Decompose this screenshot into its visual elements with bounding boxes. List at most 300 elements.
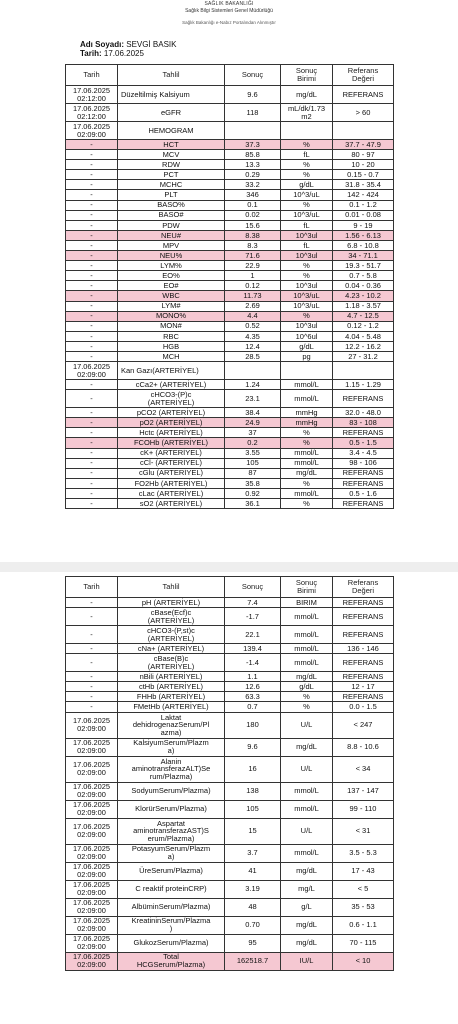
cell-ref: 142 - 424 <box>333 190 394 200</box>
cell-ref: REFERANS <box>333 428 394 438</box>
cell-unit: U/L <box>281 756 333 782</box>
cell-ref: 0.1 - 1.2 <box>333 200 394 210</box>
cell-result: 33.2 <box>225 180 281 190</box>
cell-unit: mmol/L <box>281 390 333 408</box>
cell-test: NEU% <box>118 251 225 261</box>
cell-unit: mmol/L <box>281 844 333 862</box>
cell-date: - <box>66 261 118 271</box>
cell-date: 17.06.2025 02:09:00 <box>66 362 118 380</box>
table-row <box>66 150 394 160</box>
cell-unit: BIRIM <box>281 598 333 608</box>
cell-ref: 0.15 - 0.7 <box>333 170 394 180</box>
cell-test: cHCO3-(P)c (ARTERİYEL) <box>118 390 225 408</box>
cell-result: 87 <box>225 468 281 478</box>
cell-ref: 32.0 - 48.0 <box>333 408 394 418</box>
cell-unit: 10^3ul <box>281 321 333 331</box>
cell-result: 0.92 <box>225 488 281 498</box>
cell-unit: g/L <box>281 898 333 916</box>
table-row <box>66 626 394 644</box>
cell-test: HCT <box>118 140 225 150</box>
table-row <box>66 448 394 458</box>
cell-result: 95 <box>225 934 281 952</box>
cell-unit: % <box>281 160 333 170</box>
cell-result: -1.4 <box>225 654 281 672</box>
cell-ref: 8.8 - 10.6 <box>333 738 394 756</box>
cell-ref: REFERANS <box>333 626 394 644</box>
cell-test: Kan Gazı(ARTERİYEL) <box>118 362 225 380</box>
cell-date: - <box>66 321 118 331</box>
cell-unit: mmol/L <box>281 644 333 654</box>
table-row <box>66 408 394 418</box>
cell-unit: % <box>281 311 333 321</box>
portal-note: Sağlık Bakanlığı e-Nabız Portalından Alınmıştır <box>182 20 276 25</box>
col-test-header: Tahlil <box>118 577 225 598</box>
cell-ref: < 31 <box>333 818 394 844</box>
cell-unit: IU/L <box>281 952 333 970</box>
cell-unit: mg/dL <box>281 934 333 952</box>
cell-test: PotasyumSerum/Plazm a) <box>118 844 225 862</box>
cell-result: 85.8 <box>225 150 281 160</box>
col-result-header: Sonuç <box>225 577 281 598</box>
table-row <box>66 702 394 712</box>
cell-unit: mmol/L <box>281 458 333 468</box>
cell-test: ÜreSerum/Plazma) <box>118 862 225 880</box>
cell-unit: % <box>281 140 333 150</box>
cell-result <box>225 122 281 140</box>
table-row <box>66 692 394 702</box>
cell-result: 9.6 <box>225 738 281 756</box>
cell-unit: mmol/L <box>281 380 333 390</box>
cell-unit: g/dL <box>281 341 333 351</box>
table-row <box>66 271 394 281</box>
cell-unit: mmol/L <box>281 654 333 672</box>
cell-test: SodyumSerum/Plazma) <box>118 782 225 800</box>
cell-unit: % <box>281 170 333 180</box>
cell-test: cHCO3-(P,st)c (ARTERİYEL) <box>118 626 225 644</box>
cell-result: 63.3 <box>225 692 281 702</box>
table-row <box>66 598 394 608</box>
cell-unit: mmol/L <box>281 800 333 818</box>
cell-unit: % <box>281 702 333 712</box>
table-row <box>66 180 394 190</box>
cell-test: PDW <box>118 220 225 230</box>
cell-result: 0.1 <box>225 200 281 210</box>
cell-unit: 10^3ul <box>281 281 333 291</box>
cell-ref: 17 - 43 <box>333 862 394 880</box>
cell-unit: pg <box>281 351 333 361</box>
table-row <box>66 281 394 291</box>
cell-date: - <box>66 160 118 170</box>
cell-test: pCO2 (ARTERİYEL) <box>118 408 225 418</box>
col-ref-header: Referans Değeri <box>333 65 394 86</box>
cell-unit: 10^6ul <box>281 331 333 341</box>
cell-unit: mmol/L <box>281 608 333 626</box>
cell-unit <box>281 362 333 380</box>
cell-unit: % <box>281 692 333 702</box>
cell-test: AlbüminSerum/Plazma) <box>118 898 225 916</box>
cell-date: - <box>66 271 118 281</box>
results-body-page-1 <box>66 86 394 509</box>
cell-unit: 10^3/uL <box>281 301 333 311</box>
cell-unit: % <box>281 428 333 438</box>
cell-result: 71.6 <box>225 251 281 261</box>
cell-test: Laktat dehidrogenazSerum/Pl azma) <box>118 712 225 738</box>
cell-date: - <box>66 428 118 438</box>
cell-test: WBC <box>118 291 225 301</box>
table-row <box>66 160 394 170</box>
cell-result: 8.3 <box>225 240 281 250</box>
cell-test: C reaktif proteinCRP) <box>118 880 225 898</box>
table-row <box>66 331 394 341</box>
cell-date: - <box>66 390 118 408</box>
cell-result <box>225 362 281 380</box>
col-unit-header: Sonuç Birimi <box>281 65 333 86</box>
cell-unit: g/dL <box>281 682 333 692</box>
cell-date: - <box>66 200 118 210</box>
cell-date: - <box>66 291 118 301</box>
cell-date: 17.06.2025 02:09:00 <box>66 880 118 898</box>
table-row <box>66 210 394 220</box>
cell-ref: 37.7 - 47.9 <box>333 140 394 150</box>
cell-test: LYM# <box>118 301 225 311</box>
cell-ref: 3.5 - 5.3 <box>333 844 394 862</box>
cell-result: 180 <box>225 712 281 738</box>
cell-ref: 12.2 - 16.2 <box>333 341 394 351</box>
table-row <box>66 499 394 509</box>
table-row <box>66 418 394 428</box>
cell-unit: mg/dL <box>281 468 333 478</box>
results-body-page-2 <box>66 598 394 971</box>
cell-test: HEMOGRAM <box>118 122 225 140</box>
cell-date: - <box>66 626 118 644</box>
cell-ref: 136 - 146 <box>333 644 394 654</box>
cell-test: Aspartat aminotransferazAST)S erum/Plazma) <box>118 818 225 844</box>
cell-unit: fL <box>281 240 333 250</box>
cell-result: 48 <box>225 898 281 916</box>
cell-ref: 27 - 31.2 <box>333 351 394 361</box>
cell-test: RBC <box>118 331 225 341</box>
cell-test: EO% <box>118 271 225 281</box>
cell-result: 0.70 <box>225 916 281 934</box>
cell-result: 346 <box>225 190 281 200</box>
cell-ref: < 247 <box>333 712 394 738</box>
table-row <box>66 712 394 738</box>
cell-ref: 12 - 17 <box>333 682 394 692</box>
cell-unit: g/dL <box>281 180 333 190</box>
cell-result: 0.12 <box>225 281 281 291</box>
cell-ref: 0.0 - 1.5 <box>333 702 394 712</box>
cell-result: 15 <box>225 818 281 844</box>
cell-result: 12.6 <box>225 682 281 692</box>
name-label: Adı Soyadı: <box>80 40 125 49</box>
cell-date: 17.06.2025 02:09:00 <box>66 800 118 818</box>
cell-date: - <box>66 311 118 321</box>
cell-ref: < 34 <box>333 756 394 782</box>
cell-test: ctHb (ARTERİYEL) <box>118 682 225 692</box>
cell-result: 162518.7 <box>225 952 281 970</box>
patient-name: SEVGİ BASIK <box>126 40 177 49</box>
table-row <box>66 756 394 782</box>
cell-test: Alanin aminotransferazALT)Se rum/Plazma) <box>118 756 225 782</box>
cell-date: 17.06.2025 02:09:00 <box>66 862 118 880</box>
table-row <box>66 428 394 438</box>
cell-date: - <box>66 180 118 190</box>
cell-unit: fL <box>281 220 333 230</box>
cell-result: 0.29 <box>225 170 281 180</box>
cell-test: cBase(B)c (ARTERİYEL) <box>118 654 225 672</box>
cell-date: - <box>66 608 118 626</box>
cell-ref: 1.56 - 6.13 <box>333 230 394 240</box>
cell-result: 28.5 <box>225 351 281 361</box>
cell-date: - <box>66 251 118 261</box>
cell-result: 118 <box>225 104 281 122</box>
table-row <box>66 782 394 800</box>
cell-date: 17.06.2025 02:12:00 <box>66 86 118 104</box>
table-row <box>66 880 394 898</box>
cell-date: 17.06.2025 02:09:00 <box>66 712 118 738</box>
cell-test: HGB <box>118 341 225 351</box>
cell-test: LYM% <box>118 261 225 271</box>
table-row <box>66 220 394 230</box>
cell-unit: % <box>281 261 333 271</box>
cell-test: NEU# <box>118 230 225 240</box>
table-row <box>66 644 394 654</box>
table-row <box>66 301 394 311</box>
cell-result: 16 <box>225 756 281 782</box>
cell-date: - <box>66 331 118 341</box>
cell-ref: 0.01 - 0.08 <box>333 210 394 220</box>
cell-ref: 9 - 19 <box>333 220 394 230</box>
cell-unit <box>281 122 333 140</box>
cell-unit: mmHg <box>281 408 333 418</box>
cell-test: sO2 (ARTERİYEL) <box>118 499 225 509</box>
cell-ref: 3.4 - 4.5 <box>333 448 394 458</box>
cell-ref: 31.8 - 35.4 <box>333 180 394 190</box>
table-row <box>66 170 394 180</box>
cell-test: KlorürSerum/Plazma) <box>118 800 225 818</box>
cell-date: - <box>66 488 118 498</box>
patient-info <box>80 40 177 58</box>
cell-unit: mg/dL <box>281 862 333 880</box>
cell-unit: U/L <box>281 818 333 844</box>
cell-ref: 35 - 53 <box>333 898 394 916</box>
table-row <box>66 390 394 408</box>
cell-unit: 10^3ul <box>281 251 333 261</box>
cell-result: 139.4 <box>225 644 281 654</box>
cell-unit: mg/dL <box>281 738 333 756</box>
results-table-page-1 <box>65 64 394 509</box>
cell-date: - <box>66 438 118 448</box>
cell-test: FMetHb (ARTERİYEL) <box>118 702 225 712</box>
cell-date: - <box>66 702 118 712</box>
cell-date: - <box>66 341 118 351</box>
cell-ref <box>333 362 394 380</box>
table-row <box>66 261 394 271</box>
cell-result: 138 <box>225 782 281 800</box>
cell-date: 17.06.2025 02:09:00 <box>66 818 118 844</box>
cell-test: MCV <box>118 150 225 160</box>
cell-unit: mg/dL <box>281 916 333 934</box>
table-row <box>66 362 394 380</box>
cell-test: MCHC <box>118 180 225 190</box>
cell-test: cNa+ (ARTERİYEL) <box>118 644 225 654</box>
cell-test: MONO% <box>118 311 225 321</box>
cell-unit: mg/dL <box>281 672 333 682</box>
cell-ref: < 10 <box>333 952 394 970</box>
table-header-row <box>66 65 394 86</box>
cell-ref: 10 - 20 <box>333 160 394 170</box>
table-row <box>66 321 394 331</box>
cell-test: PLT <box>118 190 225 200</box>
cell-date: 17.06.2025 02:09:00 <box>66 844 118 862</box>
cell-test: Total HCGSerum/Plazma) <box>118 952 225 970</box>
cell-result: 22.1 <box>225 626 281 644</box>
cell-result: 35.8 <box>225 478 281 488</box>
cell-test: FHHb (ARTERİYEL) <box>118 692 225 702</box>
table-row <box>66 190 394 200</box>
table-row <box>66 654 394 672</box>
cell-date: - <box>66 682 118 692</box>
cell-date: - <box>66 210 118 220</box>
cell-ref: 83 - 108 <box>333 418 394 428</box>
col-ref-header: Referans Değeri <box>333 577 394 598</box>
ministry-title: SAĞLIK BAKANLIĞI <box>204 1 254 7</box>
cell-result: 13.3 <box>225 160 281 170</box>
cell-test: Hctc (ARTERİYEL) <box>118 428 225 438</box>
cell-date: - <box>66 458 118 468</box>
cell-ref: 70 - 115 <box>333 934 394 952</box>
cell-test: MCH <box>118 351 225 361</box>
cell-result: 8.38 <box>225 230 281 240</box>
col-unit-header: Sonuç Birimi <box>281 577 333 598</box>
cell-date: 17.06.2025 02:09:00 <box>66 122 118 140</box>
table-row <box>66 608 394 626</box>
table-row <box>66 738 394 756</box>
cell-unit: U/L <box>281 712 333 738</box>
cell-ref: 98 - 106 <box>333 458 394 468</box>
cell-test: RDW <box>118 160 225 170</box>
table-row <box>66 351 394 361</box>
report-date: 17.06.2025 <box>103 49 144 58</box>
table-row <box>66 934 394 952</box>
cell-ref: REFERANS <box>333 468 394 478</box>
cell-unit: 10^3/uL <box>281 190 333 200</box>
cell-test: cCl- (ARTERİYEL) <box>118 458 225 468</box>
cell-result: 15.6 <box>225 220 281 230</box>
cell-date: - <box>66 150 118 160</box>
cell-test: cK+ (ARTERİYEL) <box>118 448 225 458</box>
table-row <box>66 800 394 818</box>
cell-result: 37 <box>225 428 281 438</box>
cell-date: - <box>66 644 118 654</box>
cell-ref: 34 - 71.1 <box>333 251 394 261</box>
cell-ref: REFERANS <box>333 499 394 509</box>
report-page-2 <box>0 572 458 1024</box>
table-row <box>66 341 394 351</box>
table-row <box>66 251 394 261</box>
cell-unit: mmol/L <box>281 448 333 458</box>
col-date-header: Tarih <box>66 577 118 598</box>
cell-ref: 0.5 - 1.5 <box>333 438 394 448</box>
cell-result: 3.7 <box>225 844 281 862</box>
table-row <box>66 862 394 880</box>
cell-unit: mmHg <box>281 418 333 428</box>
cell-ref: REFERANS <box>333 672 394 682</box>
table-row <box>66 468 394 478</box>
cell-ref: 4.7 - 12.5 <box>333 311 394 321</box>
cell-result: 38.4 <box>225 408 281 418</box>
table-row <box>66 488 394 498</box>
table-row <box>66 844 394 862</box>
cell-ref: REFERANS <box>333 654 394 672</box>
cell-ref: 6.8 - 10.8 <box>333 240 394 250</box>
table-row <box>66 230 394 240</box>
cell-date: - <box>66 408 118 418</box>
cell-ref: REFERANS <box>333 608 394 626</box>
cell-unit: % <box>281 271 333 281</box>
cell-date: - <box>66 190 118 200</box>
cell-unit: mmol/L <box>281 782 333 800</box>
table-header-row <box>66 577 394 598</box>
cell-unit: mL/dk/1.73 m2 <box>281 104 333 122</box>
cell-date: - <box>66 448 118 458</box>
cell-unit: 10^3ul <box>281 230 333 240</box>
cell-result: 4.4 <box>225 311 281 321</box>
cell-date: 17.06.2025 02:09:00 <box>66 916 118 934</box>
cell-ref: 0.12 - 1.2 <box>333 321 394 331</box>
cell-date: 17.06.2025 02:09:00 <box>66 782 118 800</box>
cell-unit: mmol/L <box>281 626 333 644</box>
date-label: Tarih: <box>80 49 102 58</box>
cell-result: 9.6 <box>225 86 281 104</box>
cell-unit: mmol/L <box>281 488 333 498</box>
table-row <box>66 672 394 682</box>
cell-unit: % <box>281 499 333 509</box>
cell-date: 17.06.2025 02:09:00 <box>66 952 118 970</box>
cell-unit: fL <box>281 150 333 160</box>
table-row <box>66 478 394 488</box>
cell-date: - <box>66 654 118 672</box>
cell-date: - <box>66 230 118 240</box>
results-table-page-2 <box>65 576 394 971</box>
cell-test: pO2 (ARTERİYEL) <box>118 418 225 428</box>
cell-ref: 4.23 - 10.2 <box>333 291 394 301</box>
cell-test: PCT <box>118 170 225 180</box>
cell-unit: 10^3/uL <box>281 210 333 220</box>
col-test-header: Tahlil <box>118 65 225 86</box>
cell-date: - <box>66 351 118 361</box>
cell-result: 37.3 <box>225 140 281 150</box>
cell-ref: 4.04 - 5.48 <box>333 331 394 341</box>
table-row <box>66 104 394 122</box>
cell-date: - <box>66 140 118 150</box>
cell-ref: REFERANS <box>333 692 394 702</box>
cell-ref <box>333 122 394 140</box>
table-row <box>66 438 394 448</box>
table-row <box>66 898 394 916</box>
table-row <box>66 952 394 970</box>
cell-date: 17.06.2025 02:12:00 <box>66 104 118 122</box>
table-row <box>66 122 394 140</box>
cell-result: 1.1 <box>225 672 281 682</box>
cell-test: FO2Hb (ARTERİYEL) <box>118 478 225 488</box>
cell-result: 105 <box>225 458 281 468</box>
cell-test: pH (ARTERİYEL) <box>118 598 225 608</box>
cell-ref: < 5 <box>333 880 394 898</box>
cell-result: 105 <box>225 800 281 818</box>
cell-ref: 137 - 147 <box>333 782 394 800</box>
cell-test: cBase(Ecf)c (ARTERİYEL) <box>118 608 225 626</box>
